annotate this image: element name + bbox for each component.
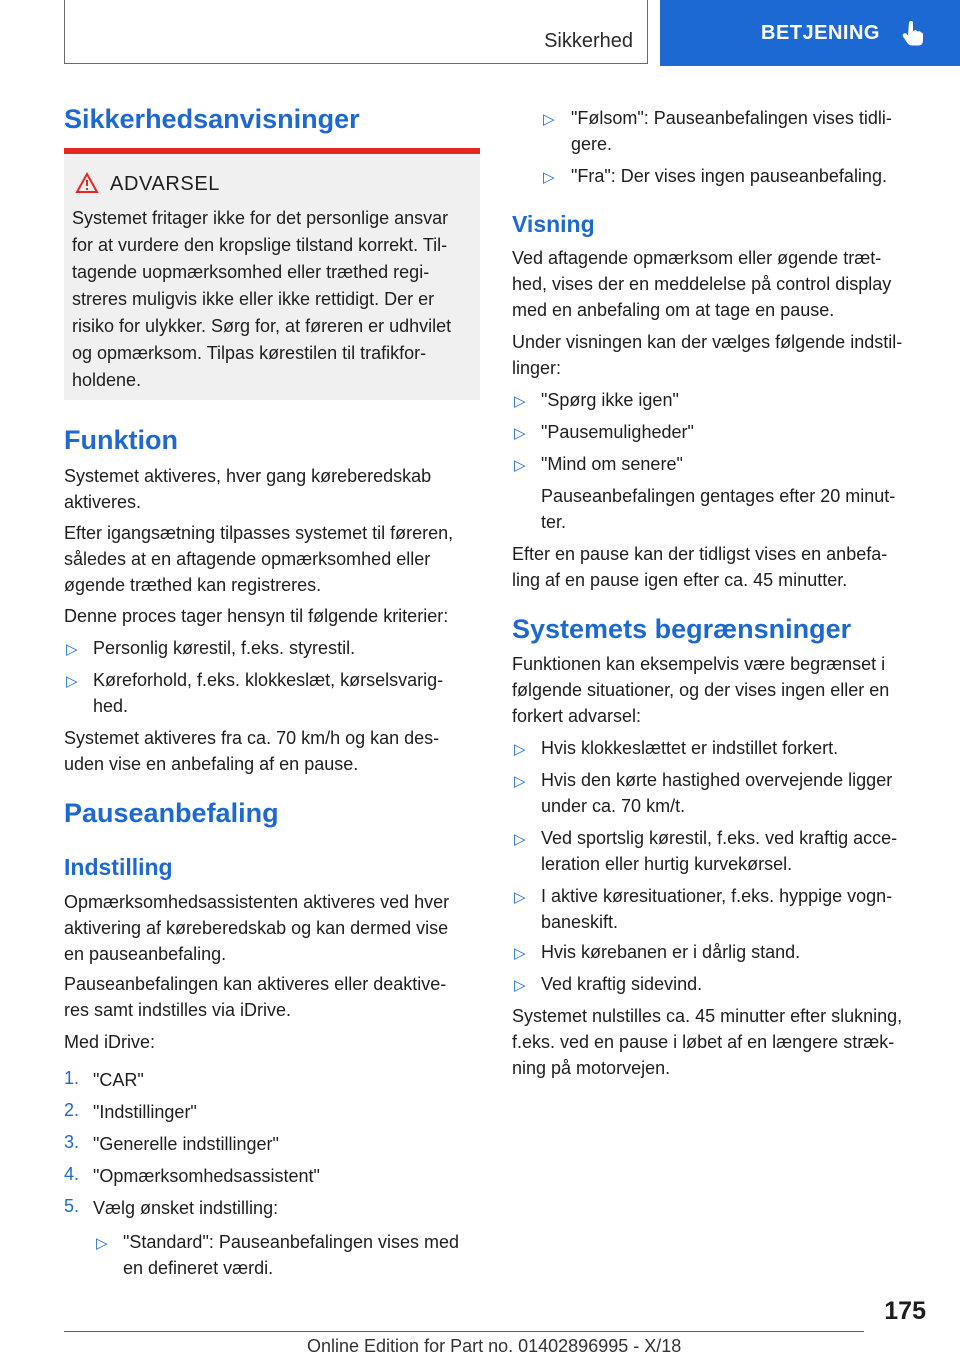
- bullet-triangle-icon: ▷: [514, 977, 526, 994]
- pause-text: Med iDrive:: [64, 1032, 156, 1052]
- pause-text: aktivering af køreberedskab og kan dermed vise: [64, 918, 449, 938]
- visning-bullet: "Pausemuligheder": [541, 422, 694, 442]
- bullet-triangle-icon: ▷: [514, 889, 526, 906]
- visning-bullet: "Mind om senere": [541, 454, 683, 474]
- heading-funktion: Funktion: [64, 425, 178, 455]
- limits-bullet: I aktive køresituationer, f.eks. hyppige vogn-: [541, 886, 893, 906]
- limits-bullet: under ca. 70 km/t.: [541, 796, 686, 816]
- funktion-text: Systemet aktiveres fra ca. 70 km/h og kan des-: [64, 728, 440, 748]
- bullet-triangle-icon: ▷: [96, 1235, 108, 1252]
- visning-text: med en anbefaling om at tage en pause.: [512, 300, 835, 320]
- visning-text: linger:: [512, 358, 562, 378]
- limits-bullet: Ved sportslig kørestil, f.eks. ved kraftig acce-: [541, 828, 898, 848]
- funktion-bullet: Personlig kørestil, f.eks. styrestil.: [93, 638, 356, 658]
- step-number: 2.: [64, 1100, 80, 1120]
- step-number: 4.: [64, 1164, 80, 1184]
- warning-line: og opmærksom. Tilpas kørestilen til trafikfor-: [72, 343, 427, 363]
- pause-text: Opmærksomhedsassistenten aktiveres ved hver: [64, 892, 450, 912]
- step-text: Vælg ønsket indstilling:: [93, 1198, 279, 1218]
- step-text: "Generelle indstillinger": [93, 1134, 279, 1154]
- limits-bullet: leration eller hurtig kurvekørsel.: [541, 854, 793, 874]
- visning-text: hed, vises der en meddelelse på control display: [512, 274, 892, 294]
- pause-text: en pauseanbefaling.: [64, 944, 227, 964]
- heading-pauseanbefaling: Pauseanbefaling: [64, 798, 279, 828]
- page-number: 175: [884, 1297, 926, 1325]
- header-chapter-label: BETJENING: [761, 21, 880, 44]
- heading-indstilling: Indstilling: [64, 854, 173, 880]
- limits-bullet: baneskift.: [541, 912, 619, 932]
- limits-bullet: Hvis kørebanen er i dårlig stand.: [541, 942, 801, 962]
- bullet-triangle-icon: ▷: [543, 169, 555, 186]
- header-chapter-tab[interactable]: [660, 0, 960, 66]
- title-sikkerhedsanvisninger: Sikkerhedsanvisninger: [64, 104, 360, 134]
- limits-text: Funktionen kan eksempelvis være begrænset i: [512, 654, 886, 674]
- funktion-text: uden vise en anbefaling af en pause.: [64, 754, 359, 774]
- bullet-triangle-icon: ▷: [66, 641, 78, 658]
- step-text: "Opmærksomhedsassistent": [93, 1166, 320, 1186]
- warning-line: streres muligvis ikke eller ikke rettidigt. Der er: [72, 289, 435, 309]
- bullet-triangle-icon: ▷: [514, 457, 526, 474]
- limits-text: f.eks. ved en pause i løbet af en længere stræk-: [512, 1032, 895, 1052]
- bullet-triangle-icon: ▷: [514, 773, 526, 790]
- visning-text: Under visningen kan der vælges følgende indstil-: [512, 332, 903, 352]
- heading-begraensninger: Systemets begrænsninger: [512, 614, 852, 644]
- bullet-triangle-icon: ▷: [514, 945, 526, 962]
- hand-pointer-icon: [902, 20, 924, 46]
- step-text: "Indstillinger": [93, 1102, 197, 1122]
- sub-bullet: en defineret værdi.: [123, 1258, 274, 1278]
- heading-visning: Visning: [512, 211, 595, 237]
- limits-bullet: Ved kraftig sidevind.: [541, 974, 703, 994]
- visning-text: Ved aftagende opmærksom eller øgende træt-: [512, 248, 882, 268]
- funktion-text: Efter igangsætning tilpasses systemet til føreren,: [64, 523, 454, 543]
- limits-text: Systemet nulstilles ca. 45 minutter efter slukning,: [512, 1006, 903, 1026]
- footer-divider: [64, 1331, 864, 1332]
- limits-text: forkert advarsel:: [512, 706, 642, 726]
- step-number: 5.: [64, 1196, 80, 1216]
- limits-text: følgende situationer, og der vises ingen eller en: [512, 680, 890, 700]
- visning-bullet: "Spørg ikke igen": [541, 390, 679, 410]
- header-section-title: Sikkerhed: [544, 30, 633, 52]
- bullet-triangle-icon: ▷: [514, 393, 526, 410]
- warning-line: risiko for ulykker. Sørg for, at føreren er udhvilet: [72, 316, 452, 336]
- limits-bullet: Hvis klokkeslættet er indstillet forkert.: [541, 738, 839, 758]
- warning-line: for at vurdere den kropslige tilstand korrekt. Til-: [72, 235, 448, 255]
- bullet-triangle-icon: ▷: [66, 673, 78, 690]
- sub-bullet: "Standard": Pauseanbefalingen vises med: [123, 1232, 459, 1252]
- funktion-text: aktiveres.: [64, 492, 142, 512]
- funktion-text: øgende træthed kan registreres.: [64, 575, 322, 595]
- warning-line: Systemet fritager ikke for det personlige ansvar: [72, 208, 449, 228]
- footer-edition: Online Edition for Part no. 01402896995 - X/18: [307, 1336, 682, 1356]
- visning-bullet-detail: Pauseanbefalingen gentages efter 20 minut-: [541, 486, 896, 506]
- header-section-box: [64, 0, 648, 64]
- bullet-triangle-icon: ▷: [543, 111, 555, 128]
- bullet-triangle-icon: ▷: [514, 741, 526, 758]
- funktion-text: således at en aftagende opmærksomhed eller: [64, 549, 431, 569]
- sub-bullet: "Følsom": Pauseanbefalingen vises tidli-: [571, 108, 892, 128]
- step-number: 3.: [64, 1132, 80, 1152]
- funktion-text: Systemet aktiveres, hver gang køreberedskab: [64, 466, 432, 486]
- pause-text: Pauseanbefalingen kan aktiveres eller deaktive-: [64, 974, 447, 994]
- step-number: 1.: [64, 1068, 80, 1088]
- warning-triangle-icon: [75, 172, 99, 194]
- warning-line: holdene.: [72, 370, 142, 390]
- sub-bullet: "Fra": Der vises ingen pauseanbefaling.: [571, 166, 887, 186]
- limits-bullet: Hvis den kørte hastighed overvejende ligger: [541, 770, 893, 790]
- limits-text: ning på motorvejen.: [512, 1058, 671, 1078]
- visning-text: ling af en pause igen efter ca. 45 minutter.: [512, 570, 848, 590]
- funktion-bullet: hed.: [93, 696, 129, 716]
- step-text: "CAR": [93, 1070, 144, 1090]
- bullet-triangle-icon: ▷: [514, 831, 526, 848]
- sub-bullet: gere.: [571, 134, 613, 154]
- funktion-text: Denne proces tager hensyn til følgende kriterier:: [64, 606, 449, 626]
- visning-text: Efter en pause kan der tidligst vises en anbefa-: [512, 544, 888, 564]
- bullet-triangle-icon: ▷: [514, 425, 526, 442]
- visning-bullet-detail: ter.: [541, 512, 567, 532]
- warning-line: tagende uopmærksomhed eller træthed regi-: [72, 262, 430, 282]
- pause-text: res samt indstilles via iDrive.: [64, 1000, 292, 1020]
- warning-label: ADVARSEL: [110, 173, 221, 195]
- funktion-bullet: Køreforhold, f.eks. klokkeslæt, kørselsvarig-: [93, 670, 444, 690]
